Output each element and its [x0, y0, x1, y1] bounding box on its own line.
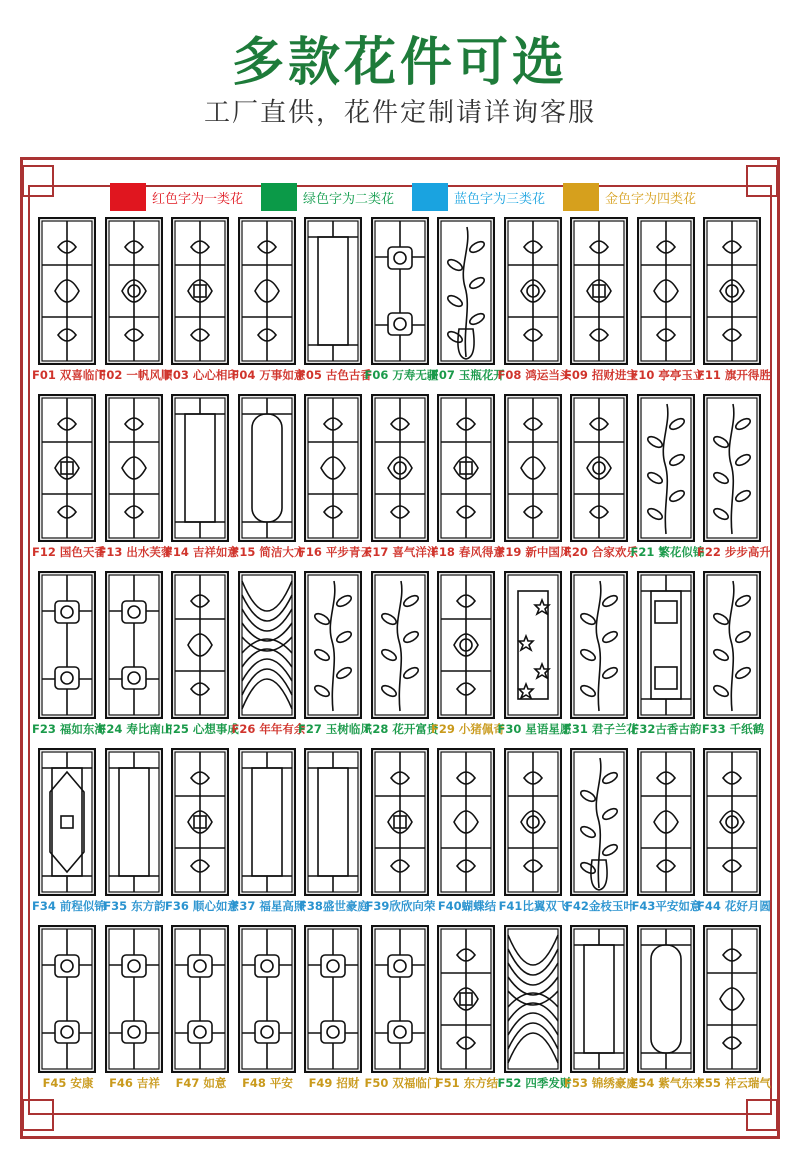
pattern-panel	[437, 217, 495, 365]
pattern-label: F42金枝玉叶	[565, 899, 635, 913]
pattern-panel	[637, 217, 695, 365]
pattern-label: F31 君子兰花	[564, 722, 638, 736]
pattern-panel	[38, 217, 96, 365]
pattern-panel	[304, 925, 362, 1073]
pattern-label: F38盛世豪庭	[299, 899, 369, 913]
pattern-panel	[570, 217, 628, 365]
pattern-label: F17 喜气洋洋	[364, 545, 439, 559]
pattern-panel	[703, 571, 761, 719]
pattern-panel	[637, 748, 695, 896]
pattern-panel	[637, 394, 695, 542]
pattern-panel	[38, 571, 96, 719]
pattern-panel	[371, 748, 429, 896]
pattern-panel	[171, 748, 229, 896]
pattern-label: F25 心想事成	[165, 722, 239, 736]
pattern-panel	[105, 925, 163, 1073]
pattern-label: F20 合家欢乐	[564, 545, 638, 559]
legend-item-class-3	[412, 183, 545, 211]
legend-item-class-4	[563, 183, 696, 211]
pattern-label: F14 吉祥如意	[165, 545, 239, 559]
pattern-label: F50 双福临门	[364, 1076, 439, 1090]
pattern-label: F05 古色古香	[298, 368, 372, 382]
corner-ornament-top-left	[22, 165, 54, 197]
pattern-label: F53 锦绣豪庭	[564, 1076, 638, 1090]
pattern-panel	[304, 748, 362, 896]
pattern-label: F12 国色天香	[32, 545, 106, 559]
pattern-panel	[371, 925, 429, 1073]
pattern-label: F02 一帆风顺	[98, 368, 173, 382]
pattern-panel	[105, 748, 163, 896]
pattern-label: F52 四季发财	[497, 1076, 572, 1090]
pattern-label: F43平安如意	[631, 899, 702, 913]
legend-swatch	[412, 183, 448, 211]
pattern-panel	[171, 571, 229, 719]
pattern-label: F16 平步青云	[298, 545, 372, 559]
pattern-label: F04 万事如意	[231, 368, 306, 382]
pattern-label: F35 东方韵	[103, 899, 166, 913]
pattern-label: F22 步步高升	[697, 545, 771, 559]
pattern-panel	[171, 394, 229, 542]
pattern-panel	[371, 571, 429, 719]
pattern-label: F44 花好月圆	[697, 899, 771, 913]
pattern-panel	[637, 571, 695, 719]
pattern-label: F19 新中国风	[497, 545, 572, 559]
pattern-panel	[238, 217, 296, 365]
pattern-label: F49 招财	[308, 1076, 360, 1090]
pattern-label: F24 寿比南山	[98, 722, 173, 736]
pattern-panel	[38, 748, 96, 896]
pattern-label: F55 祥云瑞气	[697, 1076, 771, 1090]
pattern-panel	[504, 925, 562, 1073]
pattern-label: F18 春风得意	[431, 545, 505, 559]
pattern-label: F01 双喜临门	[32, 368, 106, 382]
pattern-label: F28 花开富贵	[364, 722, 439, 736]
pattern-panel	[38, 925, 96, 1073]
legend-item-class-1	[110, 183, 243, 211]
pattern-label: F11 旗开得胜	[697, 368, 771, 382]
pattern-label: F41比翼双飞	[498, 899, 569, 913]
pattern-label: F03 心心相印	[165, 368, 239, 382]
pattern-label: F26 年年有余	[231, 722, 306, 736]
pattern-label: F40蝴蝶结	[437, 899, 497, 913]
pattern-panel	[570, 925, 628, 1073]
pattern-panel	[437, 925, 495, 1073]
legend-item-class-2	[261, 183, 394, 211]
corner-ornament-bottom-right	[746, 1099, 778, 1131]
legend-label: 红色字为一类花	[152, 191, 244, 207]
pattern-label: F13 出水芙蓉	[98, 545, 173, 559]
pattern-label: F51 东方结	[435, 1076, 499, 1090]
pattern-label: F23 福如东海	[32, 722, 106, 736]
pattern-panel	[105, 394, 163, 542]
pattern-label: F36 顺心如意	[165, 899, 239, 913]
pattern-panel	[371, 217, 429, 365]
pattern-label: F06 万寿无疆	[364, 368, 439, 382]
pattern-label: F21 繁花似锦	[630, 545, 705, 559]
pattern-panel	[105, 217, 163, 365]
pattern-label: F15 简洁大方	[231, 545, 306, 559]
pattern-label: F07 玉瓶花开	[431, 368, 505, 382]
pattern-label: F46 吉祥	[109, 1076, 160, 1090]
page-subtitle: 工厂直供，花件定制请详询客服	[203, 98, 596, 128]
pattern-panel	[171, 925, 229, 1073]
pattern-label: F54 紫气东来	[630, 1076, 705, 1090]
pattern-panel	[504, 571, 562, 719]
pattern-panel	[570, 571, 628, 719]
pattern-panel	[703, 748, 761, 896]
pattern-panel	[437, 394, 495, 542]
pattern-panel	[703, 217, 761, 365]
pattern-panel	[437, 571, 495, 719]
pattern-label: F08 鸿运当头	[497, 368, 572, 382]
pattern-label: F47 如意	[175, 1076, 227, 1090]
pattern-label: F33 千纸鹤	[701, 722, 765, 736]
pattern-label: F39欣欣向荣	[365, 899, 436, 913]
pattern-panel	[171, 217, 229, 365]
pattern-label: F45 安康	[42, 1076, 94, 1090]
legend-label: 绿色字为二类花	[303, 191, 395, 207]
pattern-panel	[238, 748, 296, 896]
pattern-panel	[238, 394, 296, 542]
pattern-label: F30 星语星愿	[497, 722, 572, 736]
pattern-panel	[371, 394, 429, 542]
pattern-panel	[105, 571, 163, 719]
pattern-panel	[570, 748, 628, 896]
pattern-label: F10 亭亭玉立	[630, 368, 705, 382]
pattern-panel	[504, 217, 562, 365]
pattern-panel	[304, 394, 362, 542]
legend-label: 蓝色字为三类花	[454, 191, 546, 207]
page-title: 多款花件可选	[231, 33, 568, 93]
pattern-panel	[504, 748, 562, 896]
legend-label: 金色字为四类花	[605, 191, 697, 207]
pattern-panel	[570, 394, 628, 542]
pattern-label: F32古香古韵	[631, 722, 702, 736]
corner-ornament-bottom-left	[22, 1099, 54, 1131]
legend-swatch	[261, 183, 297, 211]
pattern-panel	[504, 394, 562, 542]
pattern-label: F37 福星高照	[231, 899, 306, 913]
pattern-panel	[637, 925, 695, 1073]
pattern-label: F27 玉树临风	[298, 722, 372, 736]
pattern-panel	[304, 217, 362, 365]
pattern-label: F29 小猪佩奇	[431, 722, 505, 736]
pattern-label: F48 平安	[242, 1076, 293, 1090]
pattern-panel	[703, 394, 761, 542]
legend-swatch	[110, 183, 146, 211]
pattern-panel	[703, 925, 761, 1073]
pattern-panel	[38, 394, 96, 542]
pattern-label: F34 前程似锦	[32, 899, 106, 913]
pattern-panel	[304, 571, 362, 719]
pattern-label: F09 招财进宝	[564, 368, 638, 382]
legend-swatch	[563, 183, 599, 211]
pattern-panel	[437, 748, 495, 896]
pattern-panel	[238, 571, 296, 719]
corner-ornament-top-right	[746, 165, 778, 197]
color-legend	[110, 182, 696, 212]
pattern-panel	[238, 925, 296, 1073]
